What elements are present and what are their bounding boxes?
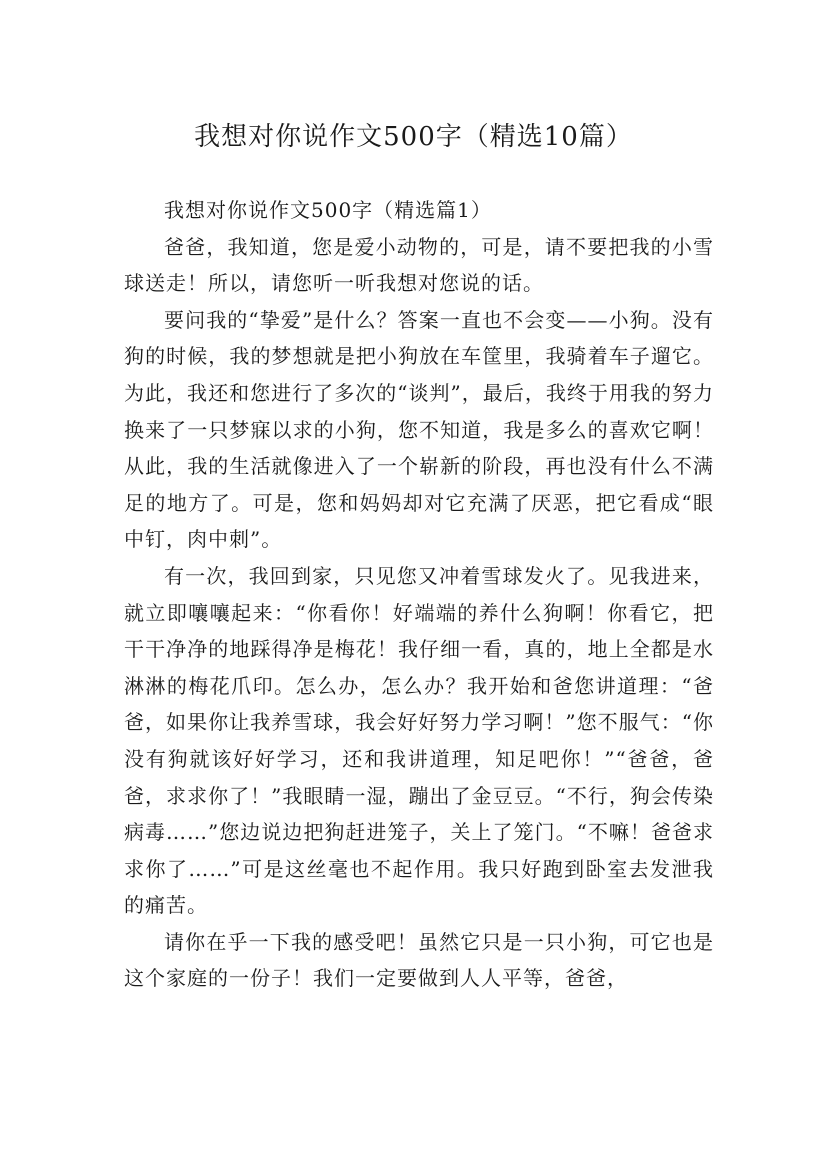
paragraph: 爸爸，我知道，您是爱小动物的，可是，请不要把我的小雪球送走！所以，请您听一听我想对您说的话。	[124, 234, 714, 296]
paragraph: 有一次，我回到家，只见您又冲着雪球发火了。见我进来，就立即嚷嚷起来：“你看你！好端端的养什么狗啊！你看它，把干干净净的地踩得净是梅花！我仔细一看，真的，地上全都是水淋淋的梅花爪印。怎么办，怎么办？我开始和爸您讲道理：“爸爸，如果你让我养雪球，我会好好努力学习啊！”您不服气：“你没有狗就该好好学习，还和我讲道理，知足吧你！”“爸爸，爸爸，求求你了！”我眼睛一湿，蹦出了金豆豆。“不行，狗会传染病毒……”您边说边把狗赶进笼子，关上了笼门。“不嘛！爸爸求求你了……”可是这丝毫也不起作用。我只好跑到卧室去发泄我的痛苦。	[124, 563, 714, 918]
paragraph: 请你在乎一下我的感受吧！虽然它只是一只小狗，可它也是这个家庭的一份子！我们一定要做到人人平等，爸爸，	[124, 929, 714, 991]
document-body	[124, 192, 714, 997]
paragraph: 要问我的“挚爱”是什么？答案一直也不会变——小狗。没有狗的时候，我的梦想就是把小狗放在车筐里，我骑着车子遛它。为此，我还和您进行了多次的“谈判”，最后，我终于用我的努力换来了一只梦寐以求的小狗，您不知道，我是多么的喜欢它啊！从此，我的生活就像进入了一个崭新的阶段，再也没有什么不满足的地方了。可是，您和妈妈却对它充满了厌恶，把它看成“眼中钉，肉中刺”。	[124, 307, 714, 552]
section-heading: 我想对你说作文500字（精选篇1）	[164, 198, 492, 222]
document-title: 我想对你说作文500字（精选10篇）	[194, 122, 633, 153]
